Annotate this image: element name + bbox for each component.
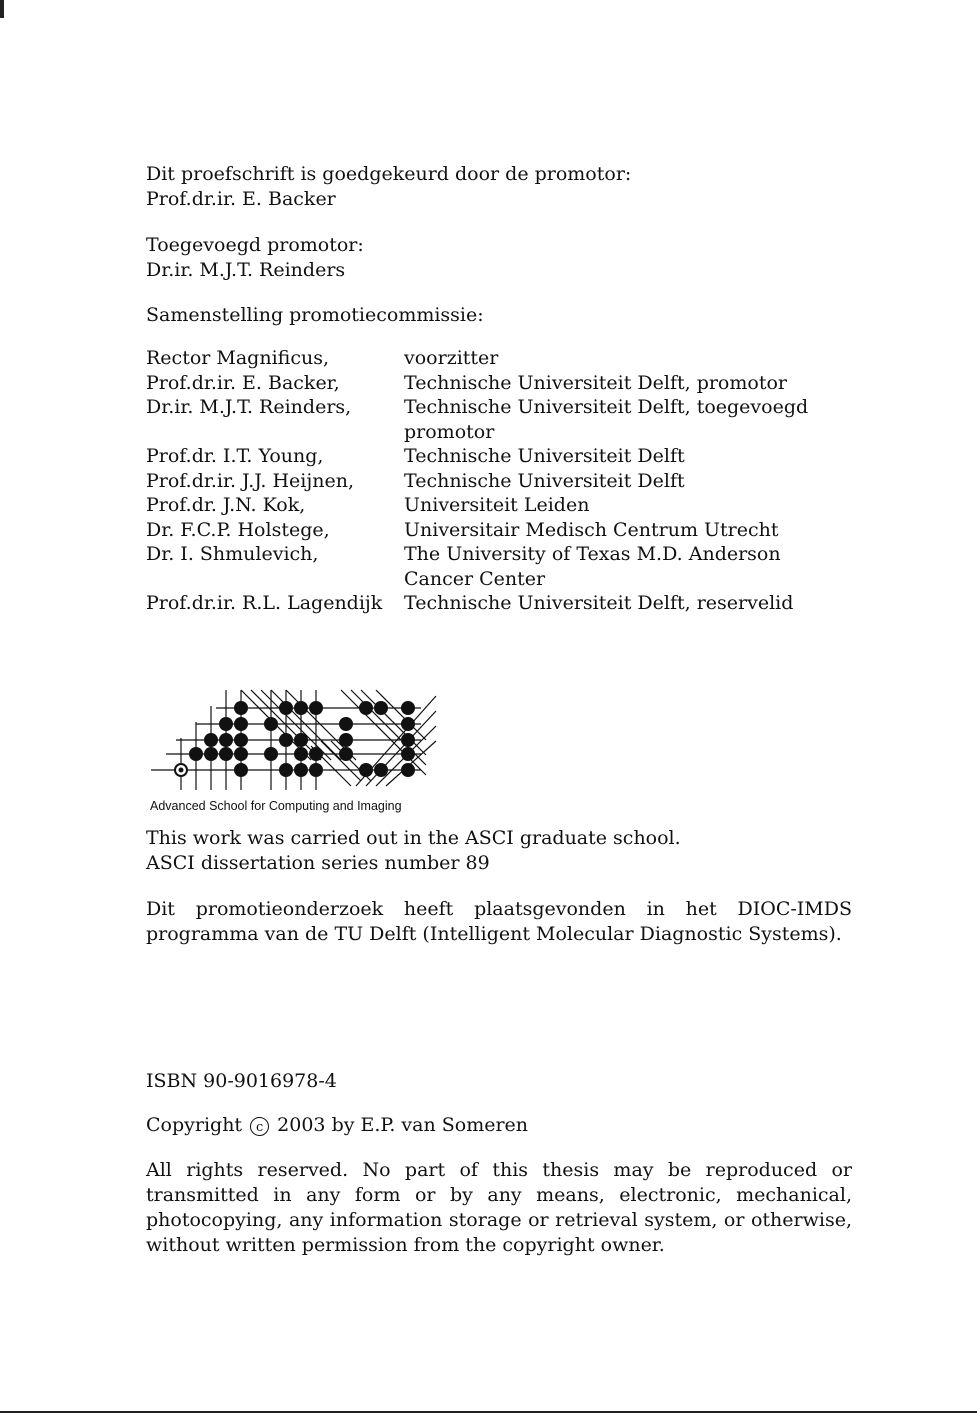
scan-mark (0, 0, 4, 18)
asci-series-line: ASCI dissertation series number 89 (146, 852, 490, 874)
logo-caption: Advanced School for Computing and Imaging (150, 799, 402, 813)
committee-row (146, 493, 844, 518)
member-name: Rector Magnificus, (146, 347, 329, 369)
committee-row (146, 591, 844, 616)
approval-block (146, 162, 866, 212)
promotor-name: Prof.dr.ir. E. Backer (146, 188, 336, 210)
member-role: Technische Universiteit Delft (404, 445, 685, 467)
member-role: voorzitter (404, 347, 499, 369)
member-name: Prof.dr. J.N. Kok, (146, 494, 306, 516)
copyright-prefix: Copyright (146, 1114, 243, 1136)
member-name: Prof.dr.ir. R.L. Lagendijk (146, 592, 383, 614)
committee-row (146, 444, 844, 469)
member-name: Prof.dr. I.T. Young, (146, 445, 324, 467)
copyright-symbol-icon: c (250, 1117, 269, 1136)
committee-row (146, 371, 844, 396)
committee-row (146, 469, 844, 494)
asci-line: This work was carried out in the ASCI graduate school. (146, 827, 681, 849)
committee-table (146, 346, 844, 616)
member-role: Technische Universiteit Delft (404, 469, 685, 492)
dioc-paragraph: Dit promotieonderzoek heeft plaatsgevonden in het DIOC-IMDS programma van de TU Delft (Intelligent Molecular Diagnostic Systems). (146, 898, 852, 945)
member-role: Universitair Medisch Centrum Utrecht (404, 518, 779, 541)
member-name: Dr. F.C.P. Holstege, (146, 518, 330, 541)
member-name: Dr. I. Shmulevich, (146, 543, 319, 565)
member-name: Prof.dr.ir. J.J. Heijnen, (146, 469, 354, 492)
committee-row (146, 518, 844, 543)
member-role: Technische Universiteit Delft, promotor (404, 371, 787, 394)
copromotor-label: Toegevoegd promotor: (146, 234, 364, 256)
member-role: The University of Texas M.D. Anderson Cancer Center (404, 543, 781, 590)
member-role: Universiteit Leiden (404, 494, 590, 516)
committee-row (146, 542, 844, 591)
copromotor-block (146, 233, 866, 283)
member-name: Dr.ir. M.J.T. Reinders, (146, 396, 352, 418)
committee-row (146, 395, 844, 444)
committee-heading-block (146, 303, 866, 328)
member-role: Technische Universiteit Delft, toegevoegd promotor (404, 396, 809, 443)
member-role: Technische Universiteit Delft, reservelid (404, 592, 794, 614)
rights-paragraph: All rights reserved. No part of this thesis may be reproduced or transmitted in any form or by any means, electronic, mechanical, photocopying, any information storage or retrieval system, or otherwise, without written permission from the copyright owner. (146, 1159, 852, 1256)
asci-block (146, 826, 866, 876)
approval-line: Dit proefschrift is goedgekeurd door de promotor: (146, 163, 632, 185)
committee-row (146, 346, 844, 371)
isbn-line: ISBN 90-9016978-4 (146, 1070, 337, 1092)
member-name: Prof.dr.ir. E. Backer, (146, 371, 340, 394)
copyright-suffix: 2003 by E.P. van Someren (277, 1114, 529, 1136)
copyright-line (146, 1113, 866, 1138)
committee-heading: Samenstelling promotiecommissie: (146, 304, 484, 326)
copromotor-name: Dr.ir. M.J.T. Reinders (146, 259, 346, 281)
